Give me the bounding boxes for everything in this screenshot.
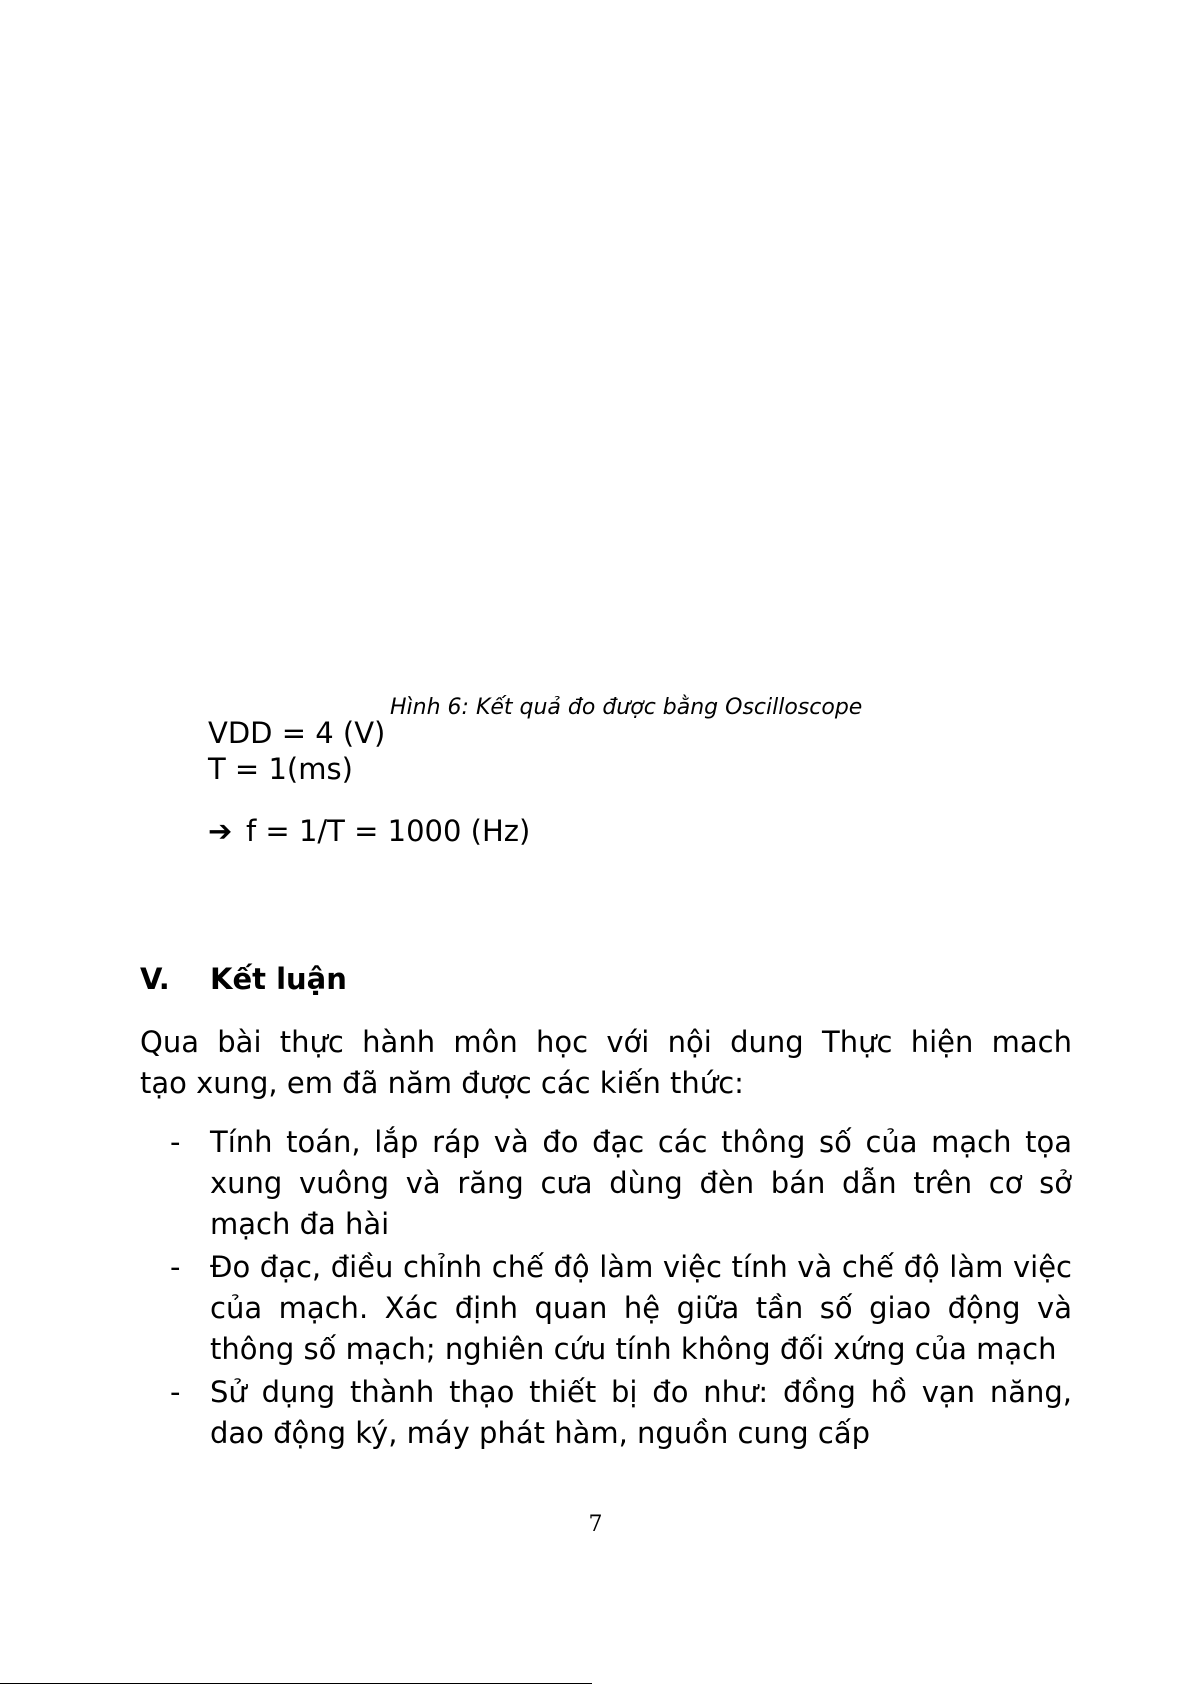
page-number: 7	[588, 1512, 603, 1537]
list-item-text: Tính toán, lắp ráp và đo đạc các thông số của mạch tọa xung vuông và răng cưa dùng đèn bán dẫn trên cơ sở mạch đa hài	[210, 1125, 1072, 1241]
section-number: V.	[140, 962, 170, 996]
section-title: Kết luận	[210, 962, 347, 996]
frequency-line	[208, 814, 530, 848]
list-item	[170, 1122, 1072, 1245]
right-arrow-icon: ➔	[208, 814, 233, 848]
list-item	[170, 1247, 1072, 1370]
intro-paragraph	[140, 1022, 1072, 1104]
bullet-marker: -	[170, 1375, 181, 1409]
list-item-text: Sử dụng thành thạo thiết bị đo như: đồng hồ vạn năng, dao động ký, máy phát hàm, nguồn cung cấp	[210, 1375, 1072, 1450]
section-heading	[140, 962, 347, 996]
figure-caption: Hình 6: Kết quả đo được bằng Oscilloscope	[390, 695, 863, 720]
list-item-text: Đo đạc, điều chỉnh chế độ làm việc tính và chế độ làm việc của mạch. Xác định quan hệ giữa tần số giao động và thông số mạch; nghiên cứu tính không đối xứng của mạch	[210, 1250, 1072, 1366]
intro-line: Qua bài thực hành môn học với nội dung Thực hiện mach	[140, 1025, 1072, 1059]
vdd-value: VDD = 4 (V)	[208, 716, 386, 750]
bullet-marker: -	[170, 1125, 181, 1159]
bullet-marker: -	[170, 1250, 181, 1284]
conclusion-list	[170, 1122, 1072, 1456]
list-item	[170, 1372, 1072, 1454]
footnote-divider	[0, 1683, 592, 1684]
period-value: T = 1(ms)	[208, 752, 353, 786]
frequency-value: f = 1/T = 1000 (Hz)	[246, 814, 531, 848]
intro-line: tạo xung, em đã năm được các kiến thức:	[140, 1066, 744, 1100]
